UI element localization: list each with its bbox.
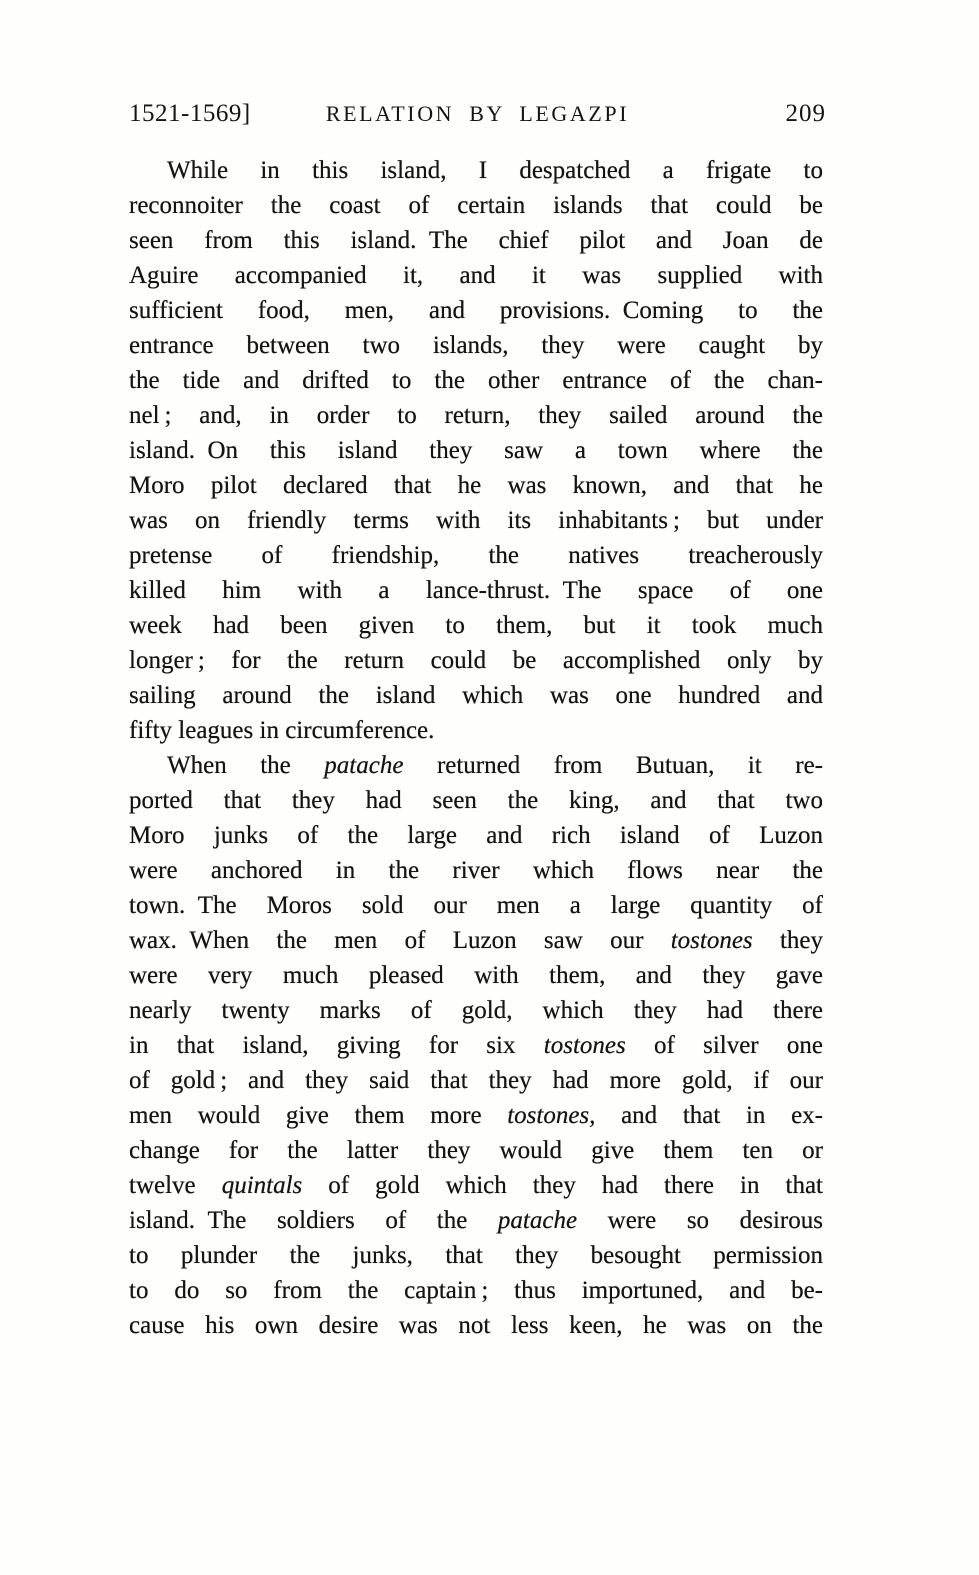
body-text — [129, 153, 823, 1343]
italic-term: tostones, — [507, 1102, 596, 1129]
text-line — [129, 398, 823, 433]
header-date-range: 1521-1569] — [129, 100, 251, 127]
text-line — [129, 328, 823, 363]
text-line — [129, 923, 823, 958]
text-segment: nearly twenty marks of gold, which they had there — [129, 997, 823, 1024]
text-segment: to do so from the captain ; thus importuned, and be- — [129, 1277, 823, 1304]
text-segment: pretense of friendship, the natives treacherously — [129, 542, 823, 569]
text-line — [129, 958, 823, 993]
paragraph — [129, 748, 823, 1343]
text-segment: killed him with a lance-thrust. The space of one — [129, 577, 823, 604]
text-line — [129, 1133, 823, 1168]
running-head — [129, 101, 826, 126]
text-line — [129, 1238, 823, 1273]
text-segment: men would give them more — [129, 1102, 508, 1129]
text-segment: sailing around the island which was one hundred and — [129, 682, 823, 709]
paragraph — [129, 153, 823, 748]
text-segment: in that island, giving for six — [129, 1032, 544, 1059]
text-segment: returned from Butuan, it re- — [403, 752, 824, 779]
text-line — [129, 363, 823, 398]
text-segment: and that in ex- — [595, 1102, 823, 1129]
text-segment: change for the latter they would give them ten or — [129, 1137, 823, 1164]
text-line — [129, 608, 823, 643]
text-segment: Moro pilot declared that he was known, and that he — [129, 472, 823, 499]
text-segment: town. The Moros sold our men a large quantity of — [129, 892, 823, 919]
text-segment: island. On this island they saw a town where the — [129, 437, 823, 464]
text-line — [129, 1203, 823, 1238]
text-segment: ported that they had seen the king, and that two — [129, 787, 823, 814]
text-segment: of silver one — [625, 1032, 823, 1059]
text-segment: reconnoiter the coast of certain islands that could be — [129, 192, 823, 219]
header-page-number: 209 — [785, 100, 826, 127]
text-segment: week had been given to them, but it took much — [129, 612, 823, 639]
text-line — [129, 258, 823, 293]
italic-term: patache — [324, 752, 404, 779]
text-line — [129, 503, 823, 538]
text-segment: entrance between two islands, they were caught by — [129, 332, 823, 359]
text-segment: the tide and drifted to the other entrance of the chan- — [129, 367, 823, 394]
text-segment: island. The soldiers of the — [129, 1207, 498, 1234]
text-segment: While in this island, I despatched a frigate to — [167, 157, 823, 184]
text-segment: fifty leagues in circumference. — [129, 717, 435, 744]
text-line — [129, 538, 823, 573]
text-line — [129, 643, 823, 678]
text-line — [129, 1168, 823, 1203]
text-segment: of gold which they had there in that — [302, 1172, 824, 1199]
text-segment: to plunder the junks, that they besought permission — [129, 1242, 823, 1269]
text-segment: Aguire accompanied it, and it was supplied with — [129, 262, 823, 289]
text-line — [129, 1098, 823, 1133]
text-line — [129, 293, 823, 328]
text-segment: When the — [167, 752, 325, 779]
text-segment: wax. When the men of Luzon saw our — [129, 927, 671, 954]
text-line — [129, 678, 823, 713]
text-line — [129, 888, 823, 923]
text-segment: were so desirous — [577, 1207, 823, 1234]
text-line — [129, 713, 823, 748]
italic-term: patache — [497, 1207, 578, 1234]
italic-term: tostones — [670, 927, 753, 954]
text-line — [129, 188, 823, 223]
text-segment: longer ; for the return could be accomplished only by — [129, 647, 823, 674]
text-line — [129, 783, 823, 818]
text-line — [129, 433, 823, 468]
text-segment: they — [752, 927, 824, 954]
text-line — [129, 573, 823, 608]
text-segment: sufficient food, men, and provisions. Coming to the — [129, 297, 823, 324]
text-segment: of gold ; and they said that they had more gold, if our — [129, 1067, 823, 1094]
text-line — [129, 1308, 823, 1343]
text-line — [129, 468, 823, 503]
text-line — [129, 993, 823, 1028]
text-segment: Moro junks of the large and rich island of Luzon — [129, 822, 823, 849]
header-title: RELATION BY LEGAZPI — [325, 101, 630, 126]
text-line — [129, 818, 823, 853]
text-line — [129, 1273, 823, 1308]
text-line — [129, 223, 823, 258]
text-segment: nel ; and, in order to return, they sailed around the — [129, 402, 823, 429]
text-line — [129, 1028, 823, 1063]
text-segment: seen from this island. The chief pilot and Joan de — [129, 227, 823, 254]
text-segment: were anchored in the river which flows near the — [129, 857, 823, 884]
text-segment: was on friendly terms with its inhabitants ; but under — [129, 507, 823, 534]
text-segment: twelve — [129, 1172, 222, 1199]
text-line — [129, 1063, 823, 1098]
italic-term: tostones — [543, 1032, 626, 1059]
italic-term: quintals — [221, 1172, 303, 1199]
text-segment: were very much pleased with them, and they gave — [129, 962, 823, 989]
text-segment: cause his own desire was not less keen, he was on the — [129, 1312, 823, 1339]
text-line — [129, 153, 823, 188]
text-line — [129, 853, 823, 888]
text-line — [129, 748, 823, 783]
